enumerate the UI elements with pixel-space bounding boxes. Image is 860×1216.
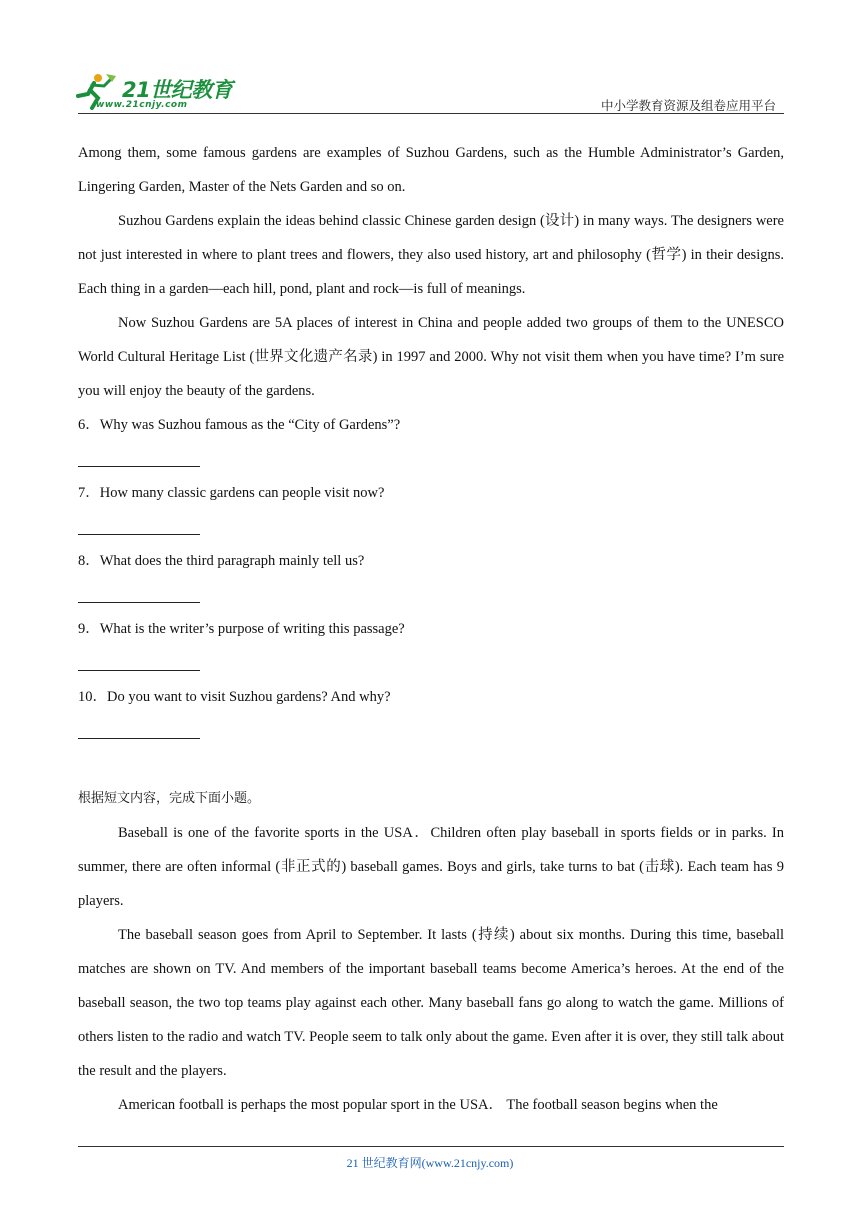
section2-paragraph-3: American football is perhaps the most popular sport in the USA． The football season begins when the [118,1097,718,1113]
answer-blank-10[interactable] [78,714,784,748]
answer-blank-6[interactable] [78,442,784,476]
footer-divider [78,1146,784,1147]
question-7: 7．How many classic gardens can people visit now? [78,485,385,501]
section-gap [78,748,784,782]
page-header [78,66,784,114]
logo-url: www.21cnjy.com [96,100,188,110]
section2-paragraph-1: Baseball is one of the favorite sports in the USA．Children often play baseball in sports fields or in parks. In summer, there are often informal (非正式的) baseball games. Boys and girls, take turns to bat (击球). Each team has 9 players. [78,825,784,909]
question-9: 9．What is the writer’s purpose of writing this passage? [78,621,405,637]
question-10: 10．Do you want to visit Suzhou gardens? And why? [78,689,391,705]
footer-text: 21 世纪教育网(www.21cnjy.com) [346,1156,514,1170]
answer-blank-7[interactable] [78,510,784,544]
logo-text: 21世纪教育 [122,78,233,102]
section2-paragraph-2: The baseball season goes from April to September. It lasts (持续) about six months. During this time, baseball matches are shown on TV. And members of the important baseball teams become America’s heroes. At the end of the baseball season, the two top teams play against each other. Many baseball fans go along to watch the game. Millions of others listen to the radio and watch TV. People seem to talk only about the game. Even after it is over, they still talk about the result and the players. [78,927,784,1079]
passage1-paragraph-1: Among them, some famous gardens are examples of Suzhou Gardens, such as the Humble Administrator’s Garden, Lingering Garden, Master of the Nets Garden and so on. [78,145,784,195]
question-8: 8．What does the third paragraph mainly tell us? [78,553,365,569]
platform-name: 中小学教育资源及组卷应用平台 [600,98,776,113]
question-6: 6．Why was Suzhou famous as the “City of Gardens”? [78,417,401,433]
passage1-paragraph-3: Now Suzhou Gardens are 5A places of interest in China and people added two groups of them to the UNESCO World Cultural Heritage List (世界文化遗产名录) in 1997 and 2000. Why not visit them when you have time? I’m sure you will enjoy the beauty of the gardens. [78,315,784,399]
answer-blank-8[interactable] [78,578,784,612]
header-divider [78,113,784,114]
answer-blank-9[interactable] [78,646,784,680]
site-logo [78,72,238,114]
passage1-paragraph-2: Suzhou Gardens explain the ideas behind classic Chinese garden design (设计) in many ways. The designers were not just interested in where to plant trees and flowers, they also used history, art and philosophy (哲学) in their designs. Each thing in a garden—each hill, pond, plant and rock—is full of meanings. [78,213,784,297]
section2-instruction: 根据短文内容，完成下面小题。 [78,791,261,806]
document-body [78,136,784,1122]
